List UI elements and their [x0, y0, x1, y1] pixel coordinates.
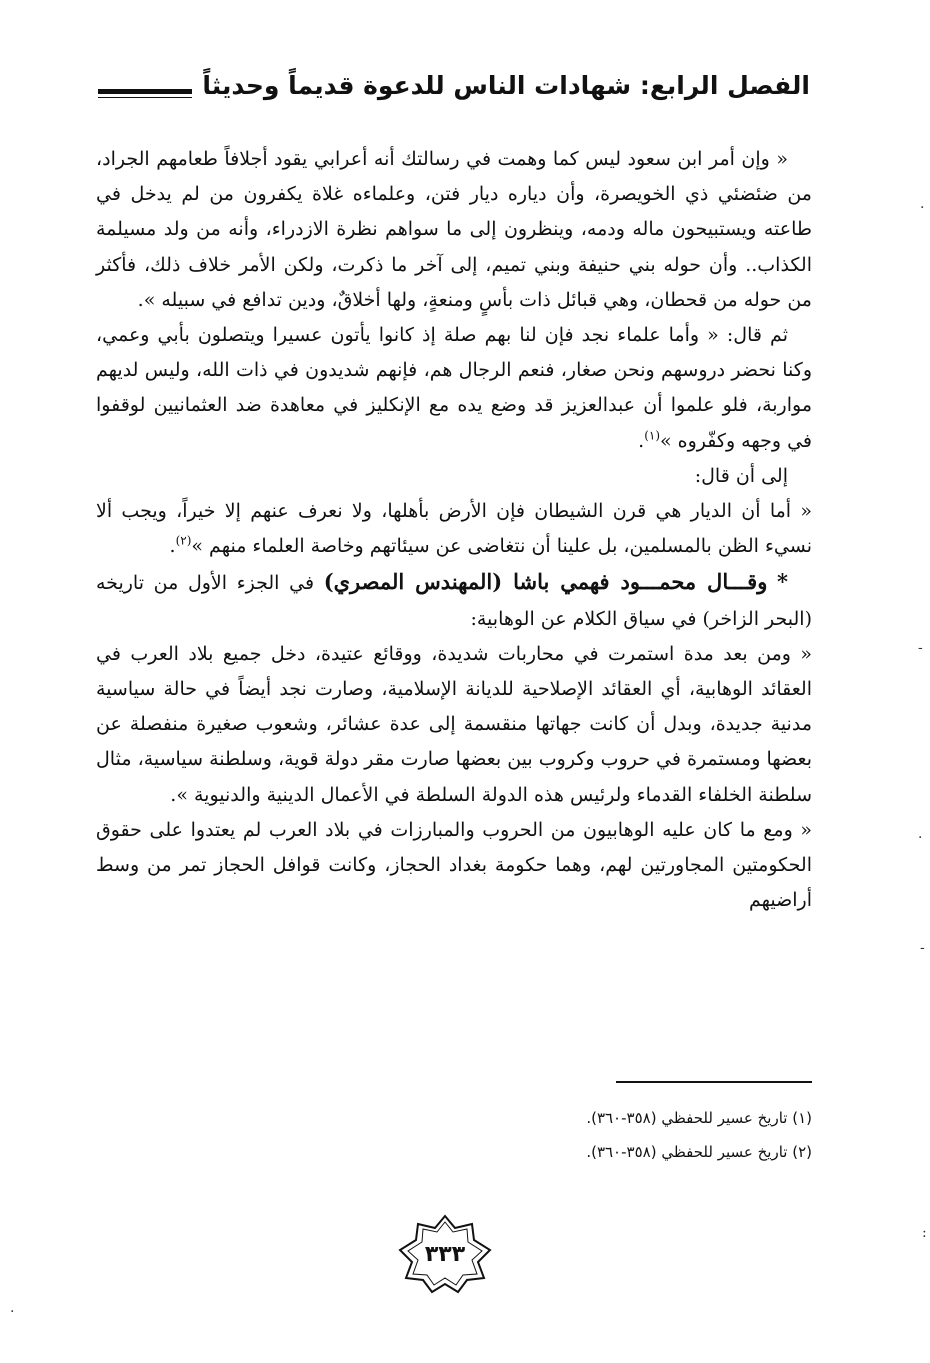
paragraph-4-text: « أما أن الديار هي قرن الشيطان فإن الأرض بأهلها، ولا نعرف عنهم إلا خيراً، ويجب ألا نسيء الظن بالمسلمين، بل علينا أن نتغاضى عن سيئاتهم وخاصة العلماء منهم » — [96, 500, 812, 558]
margin-mark: - — [918, 640, 923, 656]
header-rule-thick — [98, 89, 192, 94]
footnote-separator — [616, 1081, 812, 1083]
page-number: ٣٣٣ — [424, 1241, 466, 1267]
margin-mark: · — [918, 830, 923, 846]
paragraph-6: « ومن بعد مدة استمرت في محاربات شديدة، ووقائع عتيدة، دخل جميع بلاد العرب في العقائد الوهابية، أي العقائد الإصلاحية للديانة الإسلامية، وصارت نجد أيضاً في حالة سياسية مدنية جديدة، وبدل أن كانت جهاتها منقسمة إلى عدة عشائر، وشعوب صغيرة منفصلة عن بعضها ومستمرة في حروب وكروب بين بعضها صارت مقر دولة قوية، وسلطنة سياسية، مثال سلطنة الخلفاء القدماء ولرئيس هذه الدولة السلطة في الأعمال الدينية والدنيوية ». — [96, 642, 812, 806]
main-text — [96, 142, 812, 918]
footnotes — [96, 1101, 812, 1169]
paragraph-1: « وإن أمر ابن سعود ليس كما وهمت في رسالتك أنه أعرابي يقود أجلافاً طعامهم الجراد، من ضئضئي ذي الخويصرة، وأن دياره ديار فتن، وعلماءه غلاة يكفرون من لم يدخل في طاعته ويستبيحون ماله ودمه، وينظرون إلى ما سواهم نظرة الازدراء، وأنه من ولد مسيلمة الكذاب.. وأن حوله بني حنيفة وبني تميم، إلى آخر ما ذكرت، ولكن الأمر خلاف ذلك، فأكثر من حوله من قحطان، وهي قبائل ذات بأسٍ ومنعةٍ، ولها أخلاقٌ، ودين تدافع في سبيله ». — [96, 148, 812, 311]
footnote-2: (٢) تاريخ عسير للحفظي (٣٥٨-٣٦٠). — [586, 1143, 812, 1161]
header-rule-thin — [98, 97, 192, 98]
quoted-author: وقـــال محمـــود فهمي باشا (المهندس المصري) — [323, 569, 768, 595]
paragraph-2: ثم قال: « وأما علماء نجد فإن لنا بهم صلة إذ كانوا يأتون عسيرا ويتصلون بأبي وعمي، وكنا نحضر دروسهم ونحن صغار، فنعم الرجال هم، فإنهم شديدون في ذات الله، وليس لديهم مواربة، فلو علموا أن عبدالعزيز قد وضع يده مع الإنكليز في معاهدة ضد العثمانيين لوقفوا في وجهه وكفّروه »$^{(١)}$. — [96, 324, 812, 452]
bullet-star: * — [777, 569, 788, 595]
chapter-title: الفصل الرابع: شهادات الناس للدعوة قديماً وحديثاً — [202, 71, 810, 100]
paragraph-7: « ومع ما كان عليه الوهابيون من الحروب والمبارزات في بلاد العرب لم يعتدوا على حقوق الحكومتين المجاورتين لهم، وهما حكومة بغداد الحجاز، وكانت قوافل الحجاز تمر من وسط أراضيهم — [96, 818, 812, 912]
margin-mark: : — [922, 1225, 927, 1241]
margin-mark: . — [10, 1300, 15, 1316]
paragraph-3: إلى أن قال: — [694, 464, 788, 487]
running-header — [98, 54, 810, 106]
paragraph-5 — [96, 564, 812, 636]
footnote-ref-1: (١) — [644, 428, 661, 443]
footnote-ref-2: (٢) — [175, 533, 192, 548]
footnote-1: (١) تاريخ عسير للحفظي (٣٥٨-٣٦٠). — [586, 1109, 812, 1127]
paragraph-2-text: ثم قال: « وأما علماء نجد فإن لنا بهم صلة إذ كانوا يأتون عسيرا ويتصلون بأبي وعمي، وكنا نحضر دروسهم ونحن صغار، فنعم الرجال هم، فإنهم شديدون في ذات الله، وليس لديهم مواربة، فلو علموا أن عبدالعزيز قد وضع يده مع الإنكليز في معاهدة ضد العثمانيين لوقفوا في وجهه وكفّروه » — [96, 324, 812, 452]
margin-mark: - — [920, 940, 925, 956]
header-rule — [98, 89, 192, 98]
paragraph-5-text: في الجزء الأول من تاريخه (البحر الزاخر) في سياق الكلام عن الوهابية: — [96, 572, 812, 630]
paragraph-4: « أما أن الديار هي قرن الشيطان فإن الأرض بأهلها، ولا نعرف عنهم إلا خيراً، ويجب ألا نسيء الظن بالمسلمين، بل علينا أن نتغاضى عن سيئاتهم وخاصة العلماء منهم »$^{(٢)}$. — [96, 500, 812, 558]
margin-mark: · — [920, 200, 925, 216]
page-number-frame — [398, 1214, 492, 1294]
